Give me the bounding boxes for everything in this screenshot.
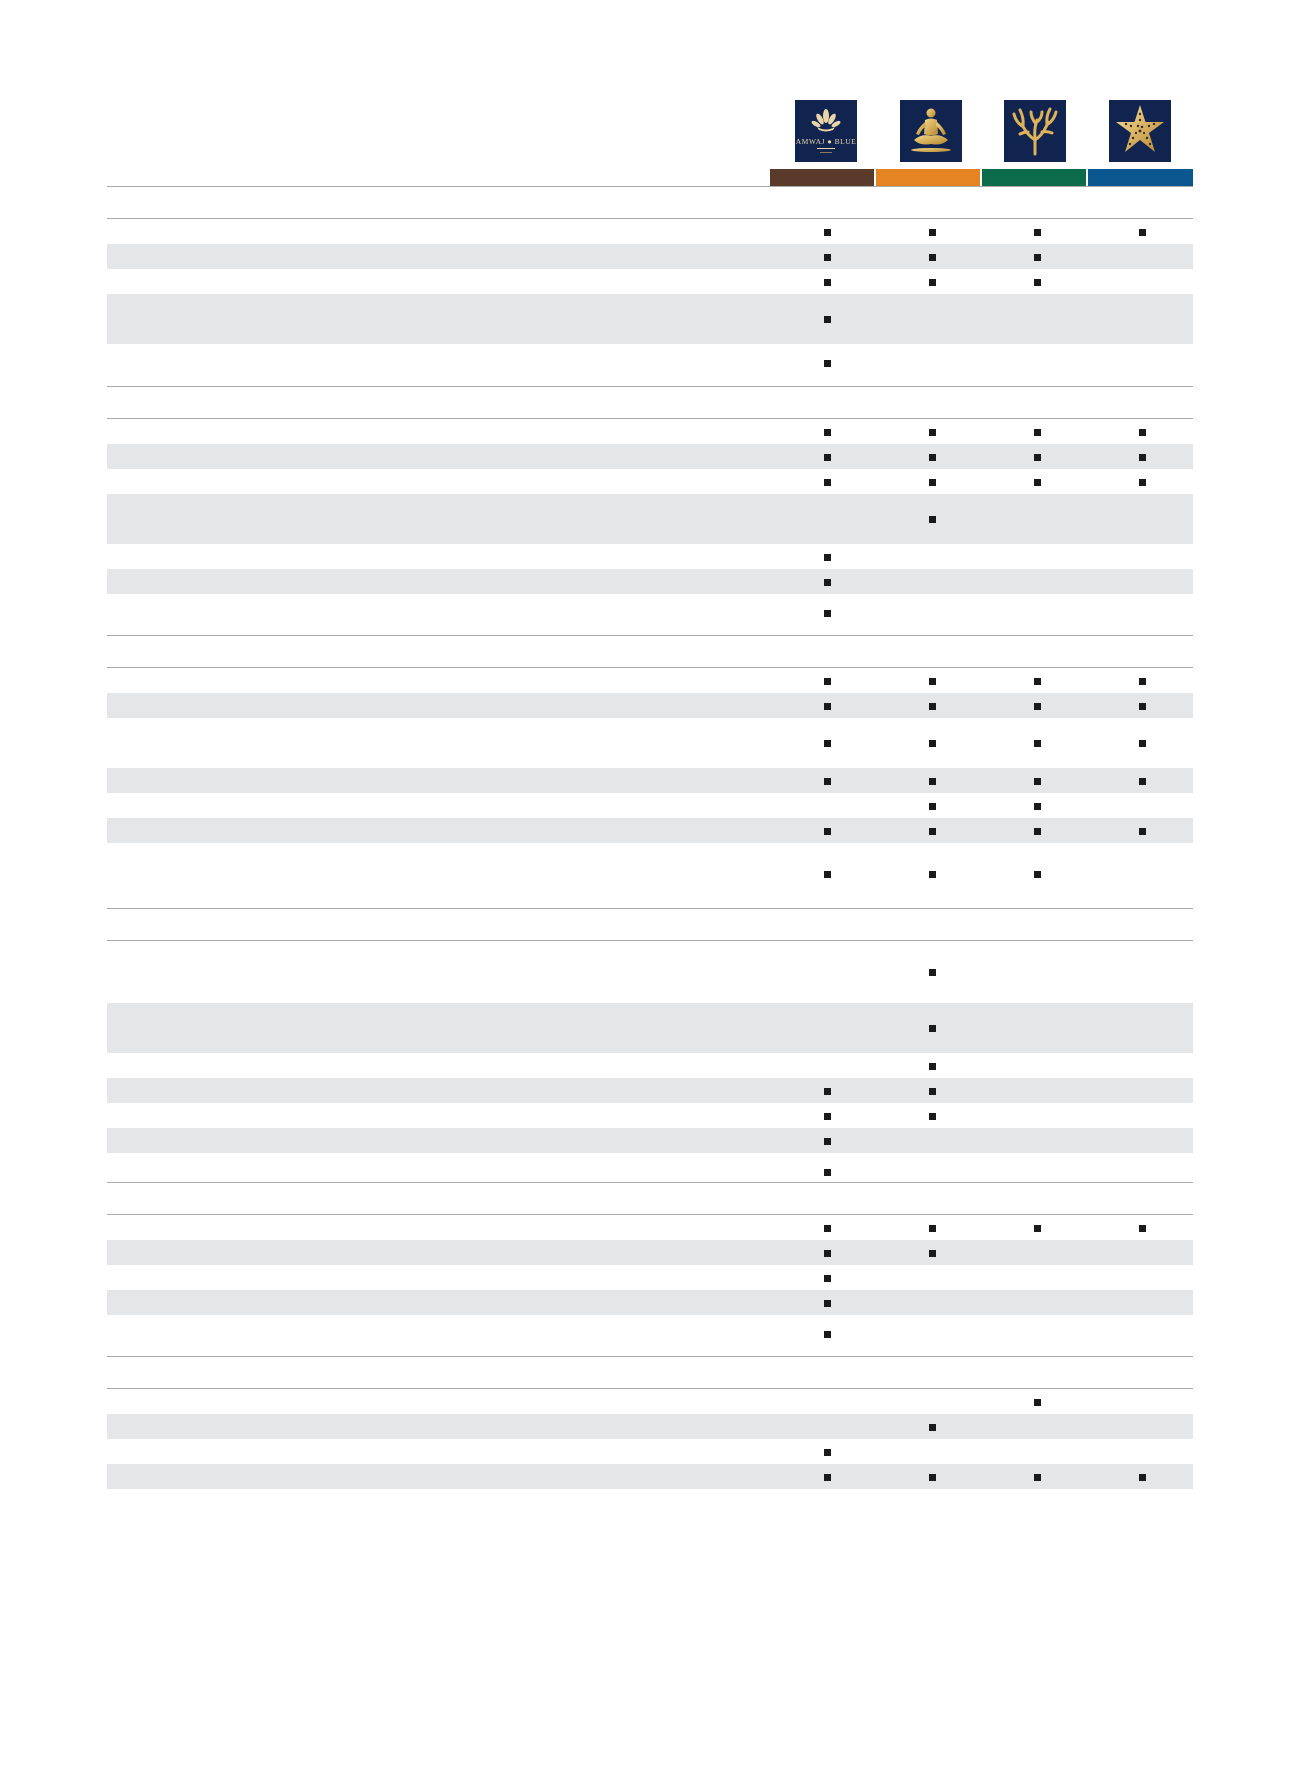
check-mark-icon bbox=[824, 479, 831, 486]
table-row bbox=[107, 668, 1193, 693]
color-bar-green bbox=[982, 169, 1086, 187]
table-row bbox=[107, 1414, 1193, 1439]
color-bar-brown bbox=[770, 169, 874, 187]
logo-1-text: AMWAJ ● BLUE bbox=[795, 137, 857, 146]
check-mark-icon bbox=[824, 740, 831, 747]
check-mark-icon bbox=[929, 1063, 936, 1070]
check-mark-icon bbox=[929, 1424, 936, 1431]
check-mark-icon bbox=[824, 1331, 831, 1338]
check-mark-icon bbox=[929, 1250, 936, 1257]
check-mark-icon bbox=[1034, 479, 1041, 486]
check-mark-icon bbox=[929, 1113, 936, 1120]
check-mark-icon bbox=[1034, 703, 1041, 710]
check-mark-icon bbox=[824, 1250, 831, 1257]
check-mark-icon bbox=[824, 1169, 831, 1176]
check-mark-icon bbox=[929, 828, 936, 835]
check-mark-icon bbox=[1139, 454, 1146, 461]
check-mark-icon bbox=[1034, 429, 1041, 436]
lotus-logo-icon bbox=[795, 100, 857, 162]
table-row bbox=[107, 818, 1193, 843]
logo-starfish bbox=[1109, 100, 1171, 162]
check-mark-icon bbox=[1034, 279, 1041, 286]
color-bar-blue bbox=[1088, 169, 1193, 187]
table-row bbox=[107, 594, 1193, 632]
table-row bbox=[107, 1464, 1193, 1489]
table-row bbox=[107, 1315, 1193, 1353]
logo-coral bbox=[1004, 100, 1066, 162]
check-mark-icon bbox=[929, 1025, 936, 1032]
check-mark-icon bbox=[1139, 429, 1146, 436]
check-mark-icon bbox=[824, 1474, 831, 1481]
table-row bbox=[107, 269, 1193, 294]
check-mark-icon bbox=[1139, 778, 1146, 785]
check-mark-icon bbox=[929, 279, 936, 286]
check-mark-icon bbox=[1034, 740, 1041, 747]
check-mark-icon bbox=[929, 516, 936, 523]
check-mark-icon bbox=[929, 479, 936, 486]
check-mark-icon bbox=[929, 254, 936, 261]
check-mark-icon bbox=[824, 610, 831, 617]
check-mark-icon bbox=[929, 871, 936, 878]
table-row bbox=[107, 494, 1193, 544]
check-mark-icon bbox=[1034, 1399, 1041, 1406]
table-row bbox=[107, 1215, 1193, 1240]
check-mark-icon bbox=[824, 1275, 831, 1282]
table-row bbox=[107, 294, 1193, 344]
table-row bbox=[107, 1053, 1193, 1078]
check-mark-icon bbox=[929, 678, 936, 685]
table-row bbox=[107, 569, 1193, 594]
check-mark-icon bbox=[824, 360, 831, 367]
check-mark-icon bbox=[929, 778, 936, 785]
check-mark-icon bbox=[929, 703, 936, 710]
check-mark-icon bbox=[1139, 828, 1146, 835]
check-mark-icon bbox=[929, 1088, 936, 1095]
check-mark-icon bbox=[929, 969, 936, 976]
check-mark-icon bbox=[824, 429, 831, 436]
table-row bbox=[107, 1439, 1193, 1464]
check-mark-icon bbox=[824, 828, 831, 835]
check-mark-icon bbox=[1139, 1225, 1146, 1232]
check-mark-icon bbox=[1034, 828, 1041, 835]
check-mark-icon bbox=[1034, 1225, 1041, 1232]
table-row bbox=[107, 1003, 1193, 1053]
table-row bbox=[107, 1240, 1193, 1265]
section-top-rule bbox=[107, 908, 1193, 909]
check-mark-icon bbox=[1034, 454, 1041, 461]
check-mark-icon bbox=[1139, 1474, 1146, 1481]
coral-icon bbox=[1004, 100, 1066, 162]
section-top-rule bbox=[107, 1356, 1193, 1357]
table-row bbox=[107, 344, 1193, 382]
table-row bbox=[107, 1265, 1193, 1290]
check-mark-icon bbox=[824, 229, 831, 236]
logo-amwaj-blue bbox=[795, 100, 857, 162]
check-mark-icon bbox=[1034, 678, 1041, 685]
check-mark-icon bbox=[824, 1225, 831, 1232]
table-row bbox=[107, 444, 1193, 469]
check-mark-icon bbox=[1034, 803, 1041, 810]
table-row bbox=[107, 693, 1193, 718]
check-mark-icon bbox=[1139, 479, 1146, 486]
check-mark-icon bbox=[824, 703, 831, 710]
check-mark-icon bbox=[824, 254, 831, 261]
table-row bbox=[107, 219, 1193, 244]
check-mark-icon bbox=[1139, 740, 1146, 747]
check-mark-icon bbox=[1139, 229, 1146, 236]
check-mark-icon bbox=[1034, 229, 1041, 236]
table-row bbox=[107, 544, 1193, 569]
section-top-rule bbox=[107, 635, 1193, 636]
check-mark-icon bbox=[929, 1225, 936, 1232]
table-row bbox=[107, 768, 1193, 793]
check-mark-icon bbox=[824, 454, 831, 461]
check-mark-icon bbox=[1139, 678, 1146, 685]
check-mark-icon bbox=[929, 229, 936, 236]
check-mark-icon bbox=[929, 803, 936, 810]
check-mark-icon bbox=[824, 1113, 831, 1120]
color-bar-orange bbox=[876, 169, 980, 187]
check-mark-icon bbox=[824, 554, 831, 561]
check-mark-icon bbox=[1139, 703, 1146, 710]
check-mark-icon bbox=[929, 740, 936, 747]
check-mark-icon bbox=[824, 1138, 831, 1145]
check-mark-icon bbox=[824, 579, 831, 586]
table-row bbox=[107, 1078, 1193, 1103]
check-mark-icon bbox=[1034, 1474, 1041, 1481]
table-row bbox=[107, 941, 1193, 1003]
table-row bbox=[107, 1389, 1193, 1414]
check-mark-icon bbox=[1034, 254, 1041, 261]
section-top-rule bbox=[107, 386, 1193, 387]
check-mark-icon bbox=[824, 1449, 831, 1456]
table-row bbox=[107, 1103, 1193, 1128]
table-row bbox=[107, 469, 1193, 494]
table-row bbox=[107, 1128, 1193, 1153]
table-row bbox=[107, 1153, 1193, 1191]
table-row bbox=[107, 1290, 1193, 1315]
check-mark-icon bbox=[824, 1300, 831, 1307]
logo-meditation bbox=[900, 100, 962, 162]
meditation-figure-icon bbox=[900, 100, 962, 162]
check-mark-icon bbox=[824, 316, 831, 323]
check-mark-icon bbox=[824, 871, 831, 878]
table-row bbox=[107, 793, 1193, 818]
check-mark-icon bbox=[824, 1088, 831, 1095]
table-row bbox=[107, 244, 1193, 269]
check-mark-icon bbox=[929, 429, 936, 436]
check-mark-icon bbox=[824, 279, 831, 286]
table-row bbox=[107, 718, 1193, 768]
check-mark-icon bbox=[1034, 778, 1041, 785]
section-top-rule bbox=[107, 186, 1193, 187]
check-mark-icon bbox=[929, 454, 936, 461]
check-mark-icon bbox=[1034, 871, 1041, 878]
check-mark-icon bbox=[824, 778, 831, 785]
check-mark-icon bbox=[824, 678, 831, 685]
table-row bbox=[107, 843, 1193, 905]
starfish-icon bbox=[1109, 100, 1171, 162]
check-mark-icon bbox=[929, 1474, 936, 1481]
table-row bbox=[107, 419, 1193, 444]
